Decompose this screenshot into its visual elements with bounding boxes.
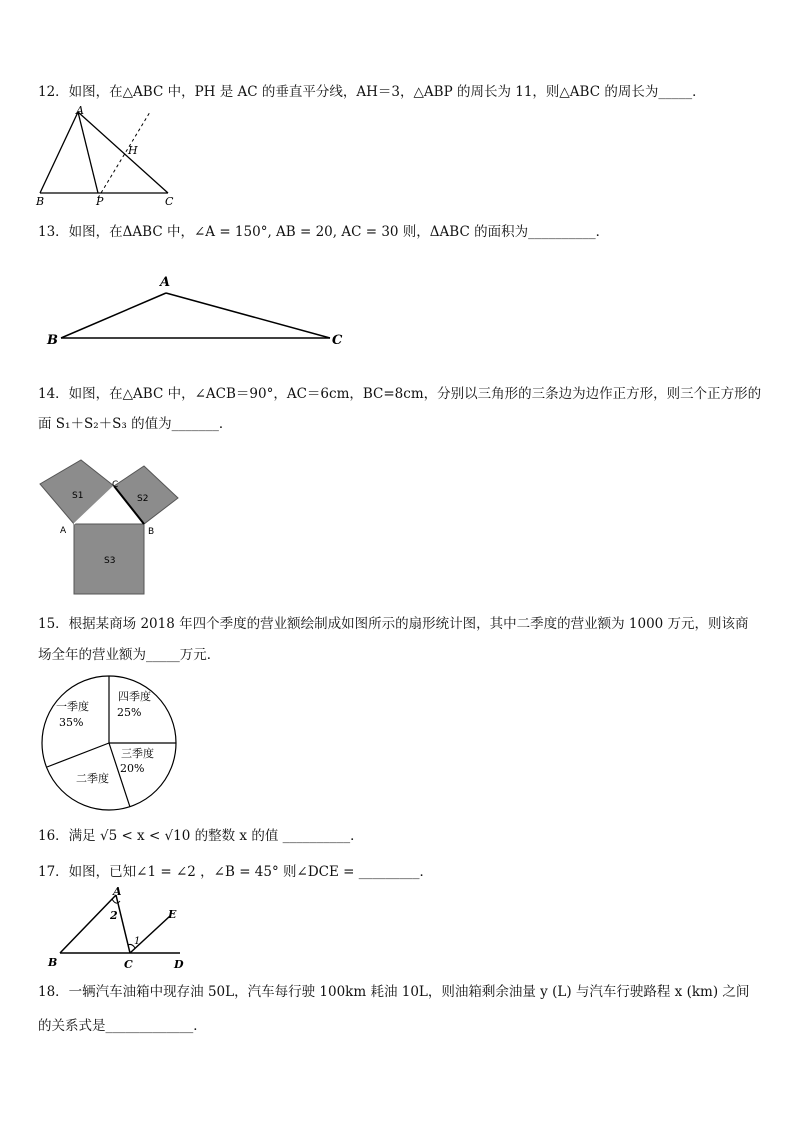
pythagoras-squares-figure-14	[34, 458, 184, 598]
label-s1: S1	[72, 491, 84, 501]
obtuse-triangle-figure-13	[44, 272, 354, 352]
label-b: B	[48, 956, 58, 969]
slice-pct-q3: 20%	[120, 762, 145, 775]
label-h: H	[128, 144, 138, 157]
label-d: D	[174, 958, 184, 971]
question-16-text: 16．满足 √5 < x < √10 的整数 x 的值 __________．	[38, 828, 364, 844]
question-14-line-1: 14．如图，在△ABC 中，∠ACB＝90°，AC＝6cm，BC=8cm，分别以三角形的三条边为边作正方形，则三个正方形的	[38, 386, 762, 402]
angle-figure-17	[46, 886, 196, 972]
question-14-line-2: 面 S₁＋S₂＋S₃ 的值为_______．	[38, 416, 233, 432]
label-c: C	[124, 958, 133, 971]
slice-label-q3: 三季度	[121, 747, 154, 760]
label-angle-2: 2	[110, 909, 118, 922]
question-17-text: 17．如图，已知∠1 = ∠2 ，∠B = 45° 则∠DCE = _________．	[38, 864, 433, 880]
pie-chart-figure-15	[38, 672, 182, 816]
slice-label-q4: 四季度	[118, 690, 151, 703]
question-15-line-2: 场全年的营业额为_____万元．	[38, 647, 221, 663]
label-c: C	[165, 195, 174, 208]
label-e: E	[168, 908, 177, 921]
question-12-text: 12．如图，在△ABC 中，PH 是 AC 的垂直平分线，AH＝3，△ABP 的周长为 11，则△ABC 的周长为_____．	[38, 84, 706, 100]
slice-label-q2: 二季度	[76, 772, 109, 785]
question-13-text: 13．如图，在ΔABC 中，∠A = 150°, AB = 20, AC = 30 则，ΔABC 的面积为__________．	[38, 224, 610, 240]
slice-label-q1: 一季度	[56, 700, 89, 713]
triangle-abc-figure-12	[34, 104, 174, 208]
label-b: B	[47, 333, 58, 348]
label-angle-1: 1	[134, 936, 141, 947]
label-b: B	[148, 527, 155, 537]
label-a: A	[113, 885, 122, 898]
label-a: A	[60, 526, 67, 536]
slice-pct-q4: 25%	[117, 706, 142, 719]
label-c: C	[112, 480, 119, 490]
label-a: A	[160, 275, 171, 290]
question-18-line-2: 的关系式是_____________．	[38, 1018, 207, 1034]
label-s2: S2	[137, 494, 149, 504]
slice-pct-q1: 35%	[59, 716, 84, 729]
question-18-line-1: 18．一辆汽车油箱中现存油 50L，汽车每行驶 100km 耗油 10L，则油箱剩余油量 y (L) 与汽车行驶路程 x (km) 之间	[38, 984, 750, 1000]
label-s3: S3	[104, 556, 116, 566]
question-15-line-1: 15．根据某商场 2018 年四个季度的营业额绘制成如图所示的扇形统计图，其中二季度的营业额为 1000 万元，则该商	[38, 616, 749, 632]
label-b: B	[36, 195, 45, 208]
label-p: P	[96, 195, 104, 208]
label-a: A	[76, 104, 84, 117]
label-c: C	[332, 333, 343, 348]
